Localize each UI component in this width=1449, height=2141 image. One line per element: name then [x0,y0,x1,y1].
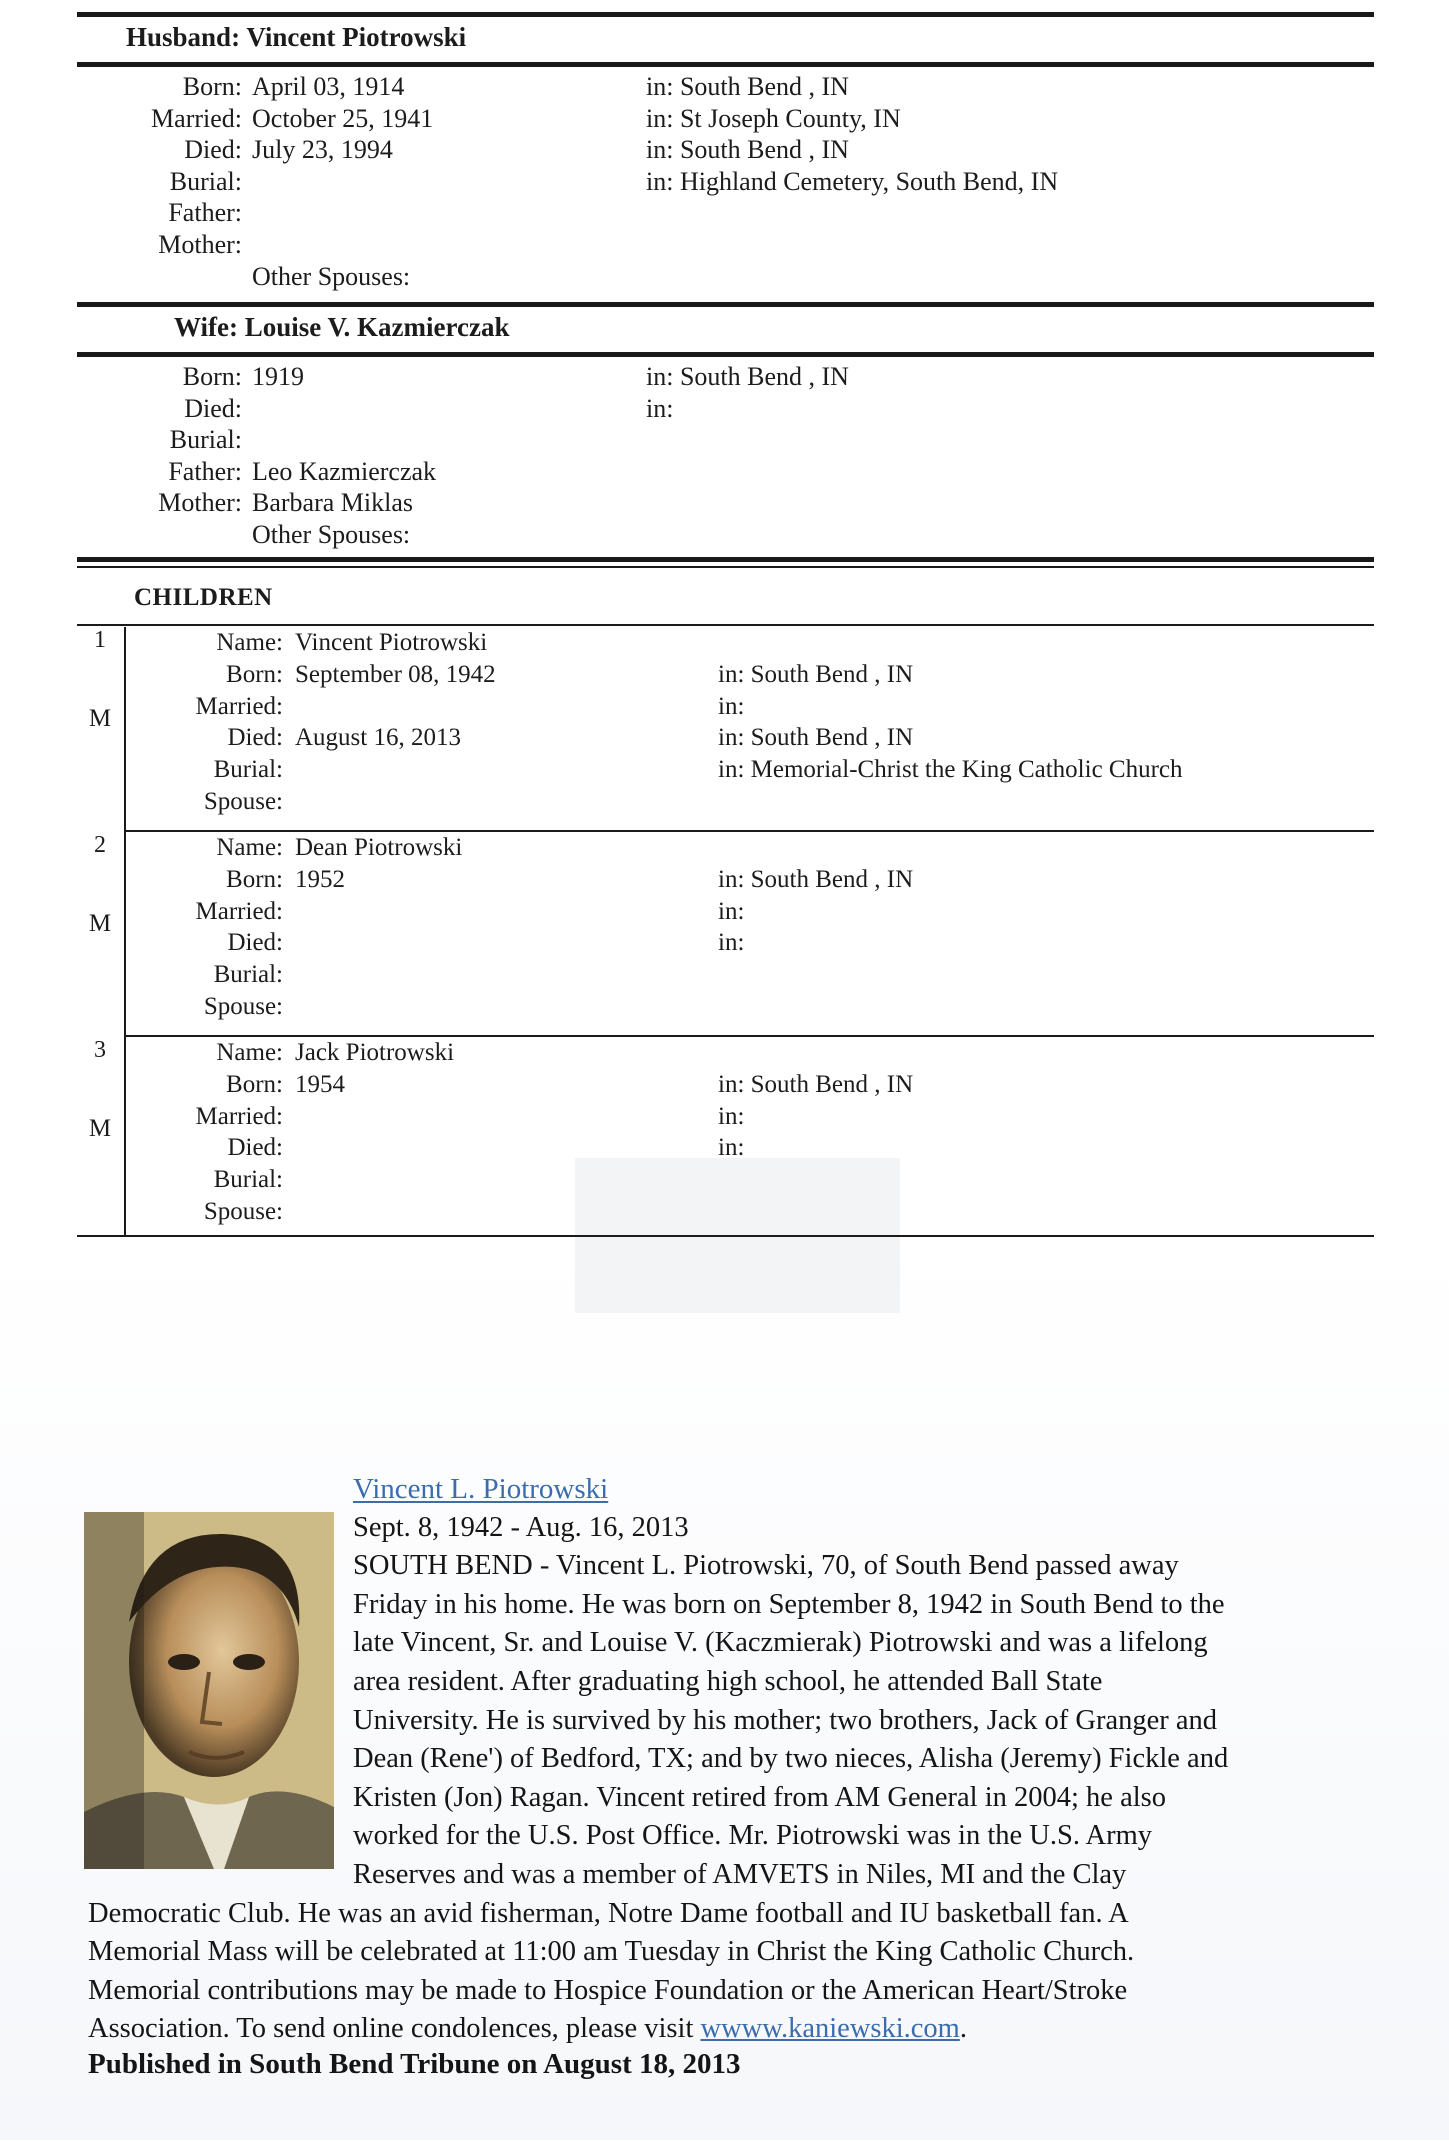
husband.fields-field-value: April 03, 1914 [252,72,405,101]
children.1.fields-field-place: in: South Bend , IN [718,865,914,893]
wife.fields-field-place: in: [646,393,674,423]
child-field-row [77,691,1374,723]
child-sex: M [88,705,112,732]
child-record [77,832,1374,1037]
wife-label: Wife: [174,312,238,342]
children.2.fields-field-place: in: South Bend , IN [718,1070,914,1098]
wife.fields-field-label: Burial: [169,425,242,455]
wife.fields-field-label: Died: [184,393,242,423]
children-header-rule [77,624,1374,626]
child-field-row [77,896,1374,928]
children.2.fields-field-value: Jack Piotrowski [295,1039,455,1066]
children.2.fields-field-label: Name: [216,1039,283,1066]
condolences-link[interactable]: wwww.kaniewski.com [700,2013,960,2045]
obituary-line: Memorial Mass will be celebrated at 11:00 am Tuesday in Christ the King Catholic Church. [88,1936,1135,1968]
obituary-line: Dean (Rene') of Bedford, TX; and by two nieces, Alisha (Jeremy) Fickle and [353,1743,1229,1775]
wife-other-spouses-row [0,519,1449,551]
child-fields [77,1037,1374,1228]
children.2.fields-field-label: Married: [195,1102,283,1130]
child-field-row [77,927,1374,959]
children.1.fields-field-place: in: [718,897,745,925]
obituary-wrapped-block [88,1470,1378,1895]
child-number: 1 [94,627,106,653]
wife-other-spouses: Other Spouses: [252,519,411,549]
husband.fields-field-label: Father: [168,198,242,228]
top-rule [77,12,1374,17]
husband.fields-field-place: in: St Joseph County, IN [646,103,901,133]
children.1.fields-field-label: Spouse: [203,992,283,1020]
children.1.fields-field-label: Married: [195,897,283,925]
husband.fields-field-label: Burial: [169,166,242,196]
wife.fields-field-value: 1919 [252,362,304,391]
wife-name: Louise V. Kazmierczak [244,312,510,342]
child-field-row [77,1101,1374,1133]
obituary-last-line [88,2010,1378,2049]
children.0.fields-field-place: in: Memorial-Christ the King Catholic Church [718,756,1183,784]
wife.fields-field-label: Mother: [158,488,242,518]
obituary-line: SOUTH BEND - Vincent L. Piotrowski, 70, of South Bend passed away [353,1550,1179,1582]
child-sex: M [88,910,112,937]
obituary-line: Memorial contributions may be made to Hospice Foundation or the American Heart/Stroke [88,1974,1128,2006]
husband-name: Vincent Piotrowski [246,22,467,52]
child-field-row [77,754,1374,786]
obituary-line: Democratic Club. He was an avid fisherman, Notre Dame football and IU basketball fan. A [88,1897,1129,1929]
child-field-row [77,1037,1374,1069]
wife.fields-field-place: in: South Bend , IN [646,362,849,391]
obituary-title[interactable]: Vincent L. Piotrowski [353,1473,609,1505]
child-field-row [77,864,1374,896]
husband.fields-field-label: Married: [151,103,242,133]
wife-field-row [0,487,1449,519]
husband-other-spouses: Other Spouses: [252,261,411,291]
husband-rule [77,62,1374,67]
children.0.fields-field-value: August 16, 2013 [295,724,461,752]
children.1.fields-field-label: Died: [227,929,283,957]
obituary-last-line-suffix: . [959,2013,967,2045]
obituary-line: University. He is survived by his mother; two brothers, Jack of Granger and [353,1704,1218,1736]
child-field-row [77,1132,1374,1164]
child-field-row [77,1164,1374,1196]
husband.fields-field-value: July 23, 1994 [252,135,393,165]
children.0.fields-field-place: in: South Bend , IN [718,660,914,688]
wife.fields-field-value: Leo Kazmierczak [252,456,437,486]
obituary-line: worked for the U.S. Post Office. Mr. Piotrowski was in the U.S. Army [353,1820,1153,1852]
obituary-dates: Sept. 8, 1942 - Aug. 16, 2013 [353,1511,689,1543]
husband-fields [0,71,1449,292]
obituary-line: Reserves and was a member of AMVETS in Niles, MI and the Clay [353,1858,1127,1890]
children.0.fields-field-label: Spouse: [203,787,283,815]
children.1.fields-field-label: Burial: [213,961,283,989]
child-number: 3 [94,1037,106,1063]
wife-field-row [0,393,1449,425]
children.0.fields-field-label: Burial: [213,756,283,784]
wife-field-row [0,424,1449,456]
husband.fields-field-place: in: South Bend , IN [646,72,849,101]
children-heading: CHILDREN [134,584,273,611]
children.0.fields-field-value: September 08, 1942 [295,660,496,688]
children.1.fields-field-place: in: [718,929,745,957]
husband.fields-field-label: Died: [184,135,242,165]
child-record [77,627,1374,832]
children.2.fields-field-label: Spouse: [203,1197,283,1225]
husband-field-row [0,166,1449,198]
obituary-line: late Vincent, Sr. and Louise V. (Kaczmierak) Piotrowski and was a lifelong [353,1627,1208,1659]
husband-field-row [0,71,1449,103]
husband.fields-field-place: in: South Bend , IN [646,135,849,165]
husband-heading [126,22,466,53]
obituary-line: Kristen (Jon) Ragan. Vincent retired from AM General in 2004; he also [353,1781,1166,1813]
obituary-body [88,1470,1378,2049]
obituary-last-line-prefix: Association. To send online condolences, please visit [88,2013,701,2045]
child-field-row [77,722,1374,754]
child-field-row [77,659,1374,691]
obituary-line: Friday in his home. He was born on September 8, 1942 in South Bend to the [353,1588,1225,1620]
child-fields [77,832,1374,1023]
wife.fields-field-label: Born: [182,362,242,391]
child-field-row [77,1196,1374,1228]
wife-fields [0,361,1449,551]
children.2.fields-field-value: 1954 [295,1070,345,1098]
wife-top-rule [77,302,1374,307]
child-field-row [77,786,1374,818]
obituary-line: area resident. After graduating high school, he attended Ball State [353,1665,1103,1697]
children.2.fields-field-label: Burial: [213,1166,283,1194]
children.0.fields-field-label: Married: [195,692,283,720]
child-bottom-rule [77,1235,1374,1237]
husband-field-row [0,103,1449,135]
children.2.fields-field-place: in: [718,1102,745,1130]
husband-field-row [0,134,1449,166]
children-top-rule-1 [77,557,1374,562]
child-fields [77,627,1374,818]
children.0.fields-field-place: in: South Bend , IN [718,724,914,752]
wife-field-row [0,361,1449,393]
husband.fields-field-label: Born: [182,72,242,101]
child-number: 2 [94,832,106,858]
wife.fields-field-label: Father: [168,456,242,486]
wife-field-row [0,456,1449,488]
child-field-row [77,832,1374,864]
husband.fields-field-label: Mother: [158,229,242,259]
husband.fields-field-value: October 25, 1941 [252,103,434,133]
child-record [77,1037,1374,1237]
husband-field-row [0,197,1449,229]
children.1.fields-field-label: Born: [226,865,283,893]
children.0.fields-field-label: Died: [227,724,283,752]
wife-heading [174,312,509,343]
children.0.fields-field-label: Name: [216,629,283,656]
child-field-row [77,627,1374,659]
children.2.fields-field-label: Died: [227,1134,283,1162]
child-field-row [77,1069,1374,1101]
wife-rule [77,352,1374,357]
children.1.fields-field-value: 1952 [295,865,345,893]
published-line: Published in South Bend Tribune on August 18, 2013 [88,2048,741,2080]
children.0.fields-field-value: Vincent Piotrowski [295,629,488,656]
wife.fields-field-value: Barbara Miklas [252,488,414,518]
husband-label: Husband: [126,22,241,52]
children.0.fields-field-label: Born: [226,660,283,688]
husband-other-spouses-row [0,261,1449,293]
children.2.fields-field-label: Born: [226,1070,283,1098]
child-field-row [77,959,1374,991]
child-sex: M [88,1115,112,1142]
children.0.fields-field-place: in: [718,692,745,720]
husband-field-row [0,229,1449,261]
children-top-rule-2 [77,566,1374,568]
children.1.fields-field-label: Name: [216,834,283,861]
children.1.fields-field-value: Dean Piotrowski [295,834,463,861]
children.2.fields-field-place: in: [718,1134,745,1162]
child-field-row [77,991,1374,1023]
husband.fields-field-place: in: Highland Cemetery, South Bend, IN [646,166,1059,196]
